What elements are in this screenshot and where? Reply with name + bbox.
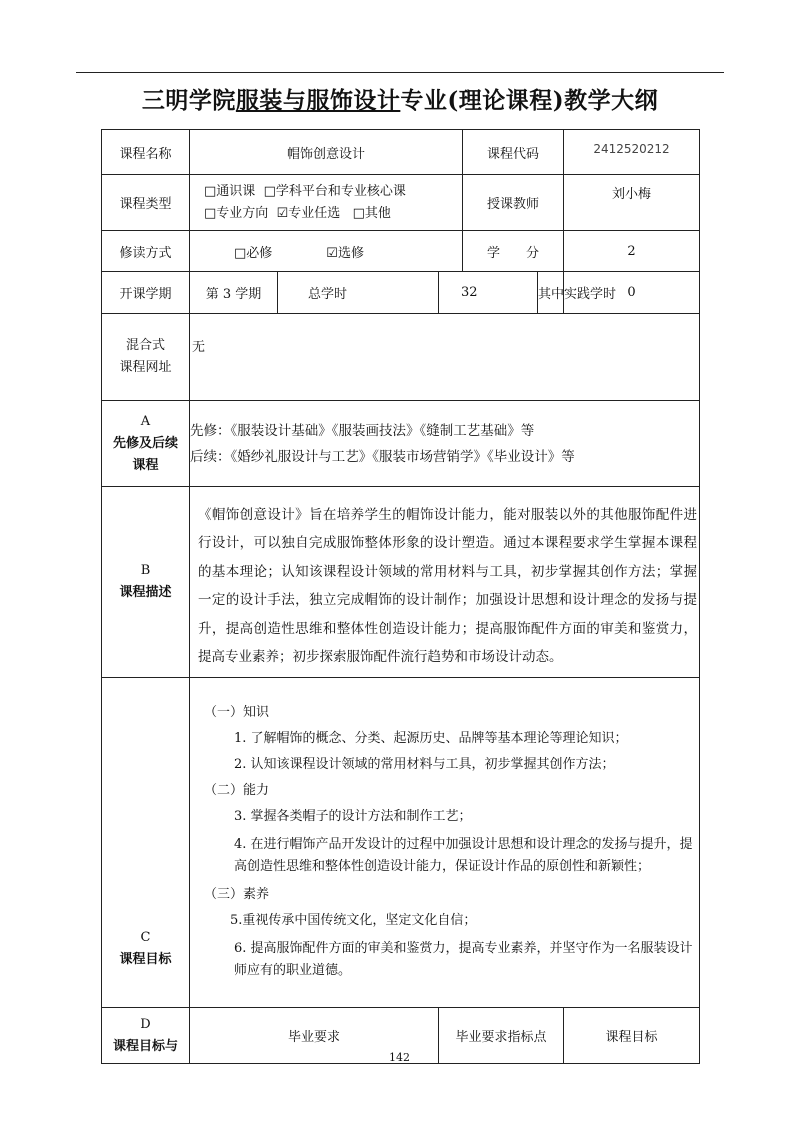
section-d-letter: D	[140, 1016, 151, 1032]
row-course-objectives	[102, 678, 700, 1008]
objective-heading-ability: （二）能力	[204, 782, 270, 798]
checkbox-optional[interactable]: ☑选修	[326, 245, 364, 261]
course-type-options	[190, 175, 463, 231]
credit-label: 学 分	[463, 231, 564, 272]
section-b-label	[102, 487, 190, 678]
course-url-label: 混合式 课程网址	[102, 314, 190, 401]
graduation-requirement-header: 毕业要求	[190, 1008, 439, 1064]
practice-hours-value: 0	[564, 272, 700, 314]
course-code-label: 课程代码	[463, 130, 564, 175]
row-study-mode	[102, 231, 700, 272]
follow-up-courses: 后续：《婚纱礼服设计与工艺》《服装市场营销学》《毕业设计》等	[190, 448, 575, 465]
section-c-letter: C	[140, 930, 151, 946]
objective-item-4: 4. 在进行帽饰产品开发设计的过程中加强设计思想和设计理念的发扬与提升，提高创造性思维和整体性创造设计能力，保证设计作品的原创性和新颖性；	[234, 836, 693, 874]
major-name: 服装与服饰设计	[235, 87, 401, 114]
section-b-title: 课程描述	[119, 585, 172, 601]
checkbox-required[interactable]: □必修	[234, 245, 273, 261]
row-course-description	[102, 487, 700, 678]
prerequisite-courses: 先修：《服装设计基础》《服装画技法》《缝制工艺基础》等	[190, 422, 535, 439]
objective-item-1: 1. 了解帽饰的概念、分类、起源历史、品牌等基本理论等理论知识；	[234, 730, 628, 746]
course-name-value: 帽饰创意设计	[190, 130, 463, 175]
term-value: 第 3 学期	[190, 272, 278, 314]
teacher-label: 授课教师	[463, 175, 564, 231]
row-course-type	[102, 175, 700, 231]
checkbox-core[interactable]: □学科平台和专业核心课	[263, 183, 406, 199]
course-objectives-content	[190, 678, 700, 1008]
total-hours-label: 总学时	[278, 272, 439, 314]
objective-item-6: 6. 提高服饰配件方面的审美和鉴赏力，提高专业素养，并坚守作为一名服装设计师应有的职业道德。	[234, 940, 693, 978]
checkbox-general[interactable]: □通识课	[204, 183, 256, 199]
page-number: 142	[389, 1051, 410, 1064]
objective-item-3: 3. 掌握各类帽子的设计方法和制作工艺；	[234, 808, 472, 824]
objective-heading-literacy: （三）素养	[204, 886, 270, 902]
checkbox-elective[interactable]: ☑专业任选	[276, 205, 341, 221]
checkbox-other[interactable]: □其他	[352, 205, 391, 221]
study-mode-label: 修读方式	[102, 231, 190, 272]
page-title: 三明学院服装与服饰设计专业(理论课程)教学大纲	[141, 87, 659, 114]
section-a-title-1: 先修及后续	[112, 435, 178, 451]
credit-value: 2	[564, 231, 700, 272]
section-a-title-2: 课程	[132, 457, 159, 473]
checkbox-direction[interactable]: □专业方向	[204, 205, 269, 221]
objective-heading-knowledge: （一）知识	[204, 704, 270, 720]
course-url-value: 无	[190, 314, 700, 401]
section-d-title: 课程目标与	[112, 1038, 178, 1054]
study-mode-options	[190, 231, 463, 272]
section-a-letter: A	[140, 413, 151, 429]
course-code-value: 2412520212	[564, 130, 700, 175]
section-c-title: 课程目标	[119, 952, 172, 968]
practice-hours-label: 其中实践学时	[538, 272, 564, 314]
row-course-url	[102, 314, 700, 401]
section-a-label	[102, 401, 190, 487]
course-type-label: 课程类型	[102, 175, 190, 231]
row-term	[102, 272, 700, 314]
header-rule	[76, 72, 724, 73]
objective-item-2: 2. 认知该课程设计领域的常用材料与工具，初步掌握其创作方法；	[234, 756, 615, 772]
total-hours-value: 32	[439, 272, 538, 314]
prerequisites-content	[190, 401, 700, 487]
row-course-name	[102, 130, 700, 175]
term-label: 开课学期	[102, 272, 190, 314]
row-prerequisites	[102, 401, 700, 487]
requirement-indicator-header: 毕业要求指标点	[439, 1008, 564, 1064]
section-c-label	[102, 678, 190, 1008]
course-objective-header: 课程目标	[564, 1008, 700, 1064]
course-name-label: 课程名称	[102, 130, 190, 175]
section-b-letter: B	[140, 563, 151, 579]
objective-item-5: 5.重视传承中国传统文化，坚定文化自信；	[230, 912, 477, 928]
teacher-value: 刘小梅	[564, 175, 700, 231]
syllabus-table	[101, 129, 700, 1064]
course-description-text: 《帽饰创意设计》旨在培养学生的帽饰设计能力，能对服装以外的其他服饰配件进行设计，可以独自完成服饰整体形象的设计塑造。通过本课程要求学生掌握本课程的基本理论；认知该课程设计领域的常用材料与工具，初步掌握其创作方法；掌握一定的设计手法，独立完成帽饰的设计制作；加强设计思想和设计理念的发扬与提升，提高创造性思维和整体性创造设计能力；提高服饰配件方面的审美和鉴赏力，提高专业素养；初步探索服饰配件流行趋势和市场设计动态。	[190, 487, 700, 678]
